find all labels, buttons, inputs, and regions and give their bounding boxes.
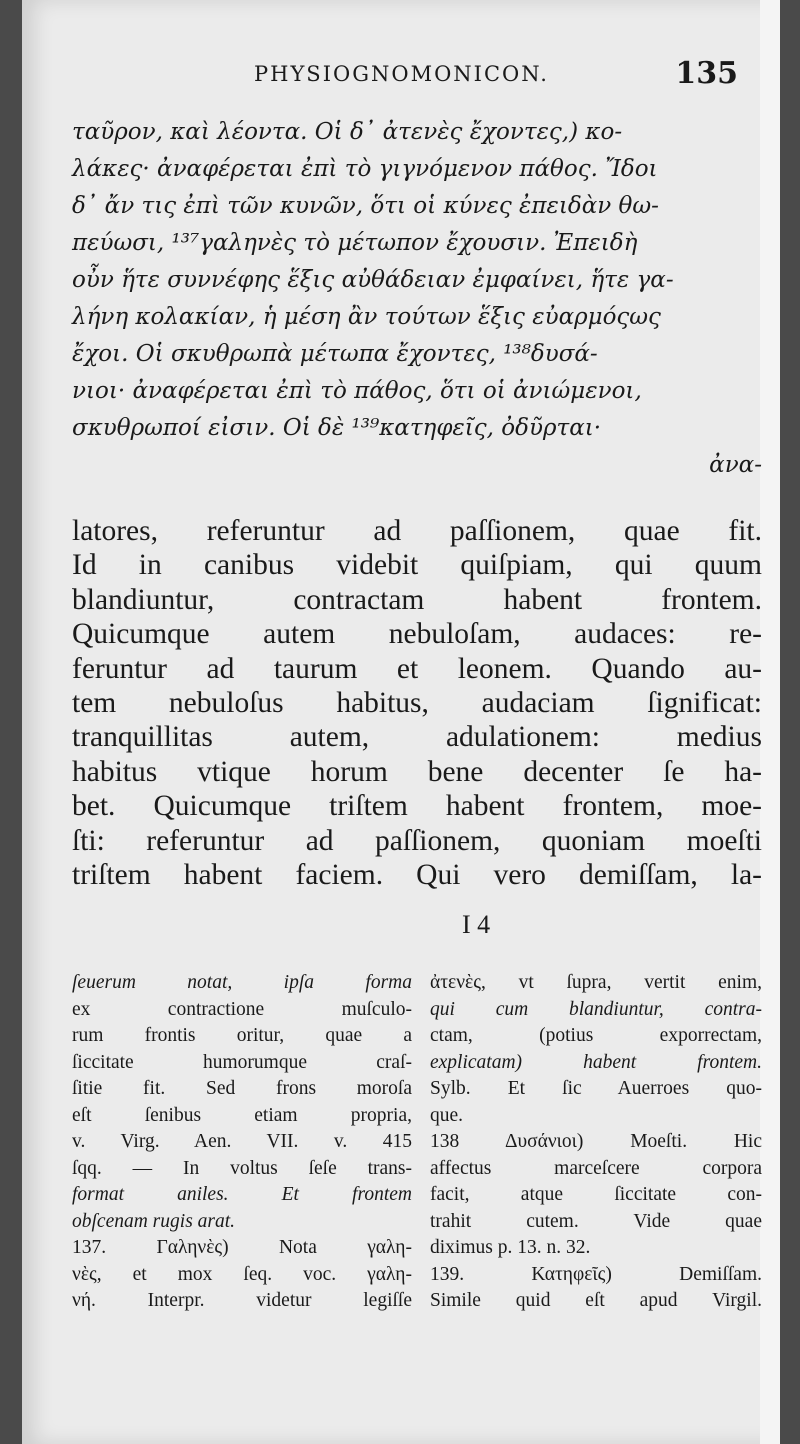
- footnote-line: Sylb. Et ſic Auerroes quo-: [430, 1078, 762, 1099]
- greek-line: ἔχοι. Οἱ σκυθρωπὰ μέτωπα ἔχοντες, ¹³⁸δυσά-: [72, 341, 598, 367]
- footnote-line: ctam, (potius exporrectam,: [430, 1025, 762, 1046]
- footnote-line: ἀτενὲς, vt ſupra, vertit enim,: [430, 972, 762, 993]
- latin-line: bet. Quicumque triſtem habent frontem, moe-: [72, 790, 762, 823]
- latin-line: triſtem habent faciem. Qui vero demiſſam, la-: [72, 858, 762, 891]
- latin-line: tem nebuloſus habitus, audaciam ſignificat:: [72, 686, 762, 719]
- footnote-line: affectus marceſcere corpora: [430, 1157, 762, 1179]
- footnote-line: facit, atque ſiccitate con-: [430, 1184, 762, 1205]
- footnotes-right-column: [430, 970, 762, 1315]
- footnote-line: que.: [430, 1104, 464, 1126]
- footnote-line: ſqq. — In voltus ſeſe trans-: [72, 1157, 412, 1179]
- footnote-line: explicatam) habent frontem.: [430, 1051, 762, 1073]
- latin-line: ſti: referuntur ad paſſionem, quoniam moeſti: [72, 824, 762, 857]
- footnote-line: eſt ſenibus etiam propria,: [72, 1104, 412, 1126]
- latin-line: Id in canibus videbit quiſpiam, qui quum: [72, 549, 762, 582]
- latin-line: feruntur ad taurum et leonem. Quando au-: [72, 652, 762, 685]
- footnote-line: 138 Δυσάνιοι) Moeſti. Hic: [430, 1131, 762, 1152]
- greek-line: σκυθρωποί εἰσιν. Οἱ δὲ ¹³⁹κατηφεῖς, ὀδῦρται·: [72, 415, 602, 441]
- footnote-line: obſcenam rugis arat.: [72, 1210, 236, 1232]
- footnote-line: format aniles. Et frontem: [72, 1184, 412, 1205]
- footnote-line: Simile quid eſt apud Virgil.: [430, 1290, 762, 1311]
- page-header: [22, 52, 780, 92]
- greek-line: οὖν ἥτε συννέφης ἕξις αὐθάδειαν ἐμφαίνει, ἥτε γα-: [72, 267, 674, 293]
- latin-line: Quicumque autem nebuloſam, audaces: re-: [72, 618, 762, 651]
- footnote-line: rum frontis oritur, quae a: [72, 1025, 412, 1046]
- latin-line: blandiuntur, contractam habent frontem.: [72, 583, 762, 616]
- signature-mark: I 4: [462, 910, 491, 939]
- latin-line: tranquillitas autem, adulationem: medius: [72, 721, 762, 754]
- greek-line: νιοι· ἀναφέρεται ἐπὶ τὸ πάθος, ὅτι οἱ ἀνιώμενοι,: [72, 378, 642, 404]
- running-title: PHYSIOGNOMONICON.: [254, 62, 549, 86]
- latin-text-block: [72, 514, 762, 892]
- book-page: [22, 0, 780, 1444]
- greek-text-block: [72, 114, 762, 484]
- footnote-line: ſiccitate humorumque craſ-: [72, 1051, 412, 1073]
- footnote-line: νὲς, et mox ſeq. voc. γαλη-: [72, 1263, 412, 1285]
- latin-line: latores, referuntur ad paſſionem, quae fit.: [72, 515, 762, 547]
- latin-line: habitus vtique horum bene decenter ſe ha-: [72, 755, 762, 788]
- page-number: 135: [675, 56, 738, 91]
- greek-line: λήνη κολακίαν, ἡ μέση ἂν τούτων ἕξις εὐαρμόςως: [72, 304, 661, 330]
- footnote-line: diximus p. 13. n. 32.: [430, 1237, 591, 1258]
- footnote-line: qui cum blandiuntur, contra-: [430, 998, 762, 1020]
- greek-line: ταῦρον, καὶ λέοντα. Οἱ δ᾽ ἀτενὲς ἔχοντες,) κο-: [72, 119, 623, 145]
- footnote-line: νή. Interpr. videtur legiſſe: [72, 1290, 412, 1311]
- greek-catchword: ἀνα-: [709, 452, 762, 478]
- footnote-line: 137. Γαληνὲς) Nota γαλη-: [72, 1237, 412, 1258]
- footnotes-left-column: [72, 970, 412, 1315]
- greek-line: δ᾽ ἄν τις ἐπὶ τῶν κυνῶν, ὅτι οἱ κύνες ἐπειδὰν θω-: [72, 193, 659, 219]
- footnote-line: ſitie fit. Sed frons moroſa: [72, 1078, 412, 1099]
- footnote-line: trahit cutem. Vide quae: [430, 1210, 762, 1232]
- page-edge: [760, 0, 780, 1444]
- greek-line: πεύωσι, ¹³⁷γαληνὲς τὸ μέτωπον ἔχουσιν. Ἐπειδὴ: [72, 230, 638, 256]
- footnote-line: ſeuerum notat, ipſa forma: [72, 972, 412, 993]
- footnote-line: 139. Κατηφεῖς) Demiſſam.: [430, 1263, 762, 1285]
- footnote-line: ex contractione muſculo-: [72, 998, 412, 1020]
- greek-line: λάκες· ἀναφέρεται ἐπὶ τὸ γιγνόμενον πάθος. Ἴδοι: [72, 156, 658, 182]
- footnote-line: v. Virg. Aen. VII. v. 415: [72, 1131, 412, 1152]
